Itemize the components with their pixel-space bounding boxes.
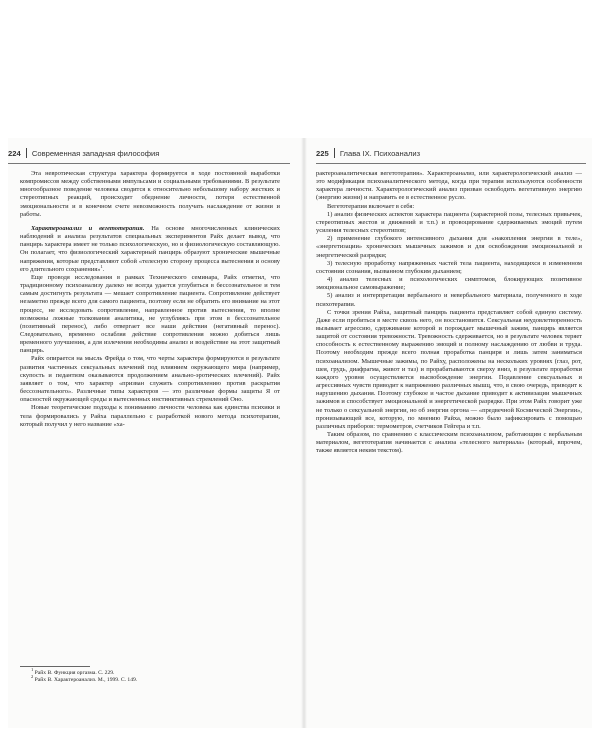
left-page	[8, 138, 290, 728]
paragraph: С точки зрения Райха, защитный панцирь пациента представляет собой единую систему. Даже если пробиться в месте сквозь него, он восстановится. Сексуальная неудовлетворенность вызывает агрессию, сдерживание которой и порождает мышечный зажим, панцирь является защитой от состояния тревожности. Тревожность сдерживается, но в результате человек теряет способность к естественному выражению эмоций и полному наслаждению от любви и труда. Поэтому необходим прежде всего полная проработка панциря и лишь затем заниматься психоанализом. Мышечные зажимы, по Райху, расположены на нескольких уровнях (глаз, рот, шея, грудь, диафрагма, живот и таз) и прорабатываются сверху вниз, в результате проработки каждого уровня осуществляется высвобождение энергии. Подавление сексуальных и агрессивных чувств приводит к напряжению различных мышц, что, в свою очередь, приводит к нарушению дыхания. Поэтому глубокое и частое дыхание приводит к активизации мышечных зажимов и способствует эмоциональной и энергетической разрядке. При этом Райх говорит уже не только о сексуальной энергии, но об энергии оргона — «предвечной Космической Энергии», пронизывающей все, которую, по мнению Райха, можно было зафиксировать с помощью различных приборов: термометров, счетчиков Гейгера и т.п.	[316, 308, 582, 430]
paragraph: Характероанализ и вегетотерапия. На основе многочисленных клинических наблюдений и анализа результатов специальных экспериментов Райх делает вывод, что панцирь характера имеет не только психологическую, но и физиологическую составляющую. Он полагает, что физиологический характерный панцирь образуют хронические мышечные напряжения, которые представляют собой «телесную сторону процесса вытеснения и основу его длительного сохранения»$^1$.	[20, 224, 280, 273]
header-rule	[316, 163, 586, 164]
header-separator	[334, 148, 335, 158]
list-item: 3) телесную проработку напряженных частей тела пациента, находящихся в измененном состоянии сознания, вызванном глубоким дыханием;	[316, 259, 582, 275]
page-number: 225	[316, 149, 329, 158]
right-page	[310, 138, 592, 728]
header-separator	[26, 148, 27, 158]
right-running-header	[316, 148, 420, 162]
left-body-text	[20, 170, 280, 429]
list-item: 5) анализ и интерпретации вербального и невербального материала, полученного в ходе психотерапии.	[316, 292, 582, 308]
book-spread	[8, 138, 592, 728]
running-head: Глава IX. Психоанализ	[339, 149, 421, 158]
footnotes	[20, 666, 280, 684]
footnote: $^2$ Райх В. Характероанализ. М., 1999. С. 149.	[31, 674, 138, 684]
section-heading: Характероанализ и вегетотерапия.	[31, 224, 145, 232]
right-body-text	[316, 170, 582, 455]
list-item: 1) анализ физических аспектов характера пациента (характерной позы, телесных привычек, стереотипных жестов и движений и т.п.) и провоцирование сдерживаемых эмоций путем усиления телесных стереотипов;	[316, 210, 582, 235]
header-rule	[8, 163, 290, 164]
paragraph: Эта невротическая структура характера формируется в ходе постоянной выработки компромиссов между собственными импульсами и социальными требованиями. В результате многообразное поведение человека сводится к относительно небольшому набору жестких и стереотипных реакций, происходит обеднение личности, потеря естественной эмоциональности и в конечном счете невозможность получать наслаждение от жизни и работы.	[20, 170, 280, 218]
list-item: 4) анализ телесных и психологических симптомов, блокирующих позитивное эмоциональное самовыражение;	[316, 276, 582, 292]
list-item: 2) применение глубокого интенсивного дыхания для «накопления энергии в теле», «энергетизации» хронических мышечных зажимов и для освобождения эмоциональной и энергетической разрядки;	[316, 235, 582, 259]
footnote: $^1$ Райх В. Функция оргазма. С. 229.	[31, 667, 115, 676]
left-running-header	[8, 148, 159, 162]
paragraph: Вегетотерапия включает в себя:	[327, 202, 415, 210]
paragraph: Таким образом, по сравнению с классическим психоанализом, работающим с вербальным материалом, вегетотерапия начинается с анализа «телесного материала» (который, впрочем, также является неким текстом).	[316, 431, 582, 455]
running-head: Современная западная философия	[31, 149, 160, 158]
paragraph: рактероаналитическая вегетотерапия». Характероанализ, или характерологический анализ — это модификация психоаналитического метода, когда при терапии используются особенности характера личности. Характерологический анализ призван освободить вегетативную энергию (энергию жизни) и направить ее в естественное русло.	[316, 170, 582, 202]
book-gutter	[301, 138, 307, 728]
paragraph: Еще проводя исследования в рамках Технического семинара, Райх отметил, что традиционному психоанализу далеко не всегда удается углубиться в бессознательное и тем самым достигнуть результата — мешает сопротивление пациента. Сопротивление действует незаметно прежде всего для самого пациента, поэтому если не обратить его внимание на этот процесс, не исследовать сопротивление, направленное против вытеснения, то вполне возможны ложные толкования аналитика, не углубляясь при этом в бессознательное (позитивный перенос), либо отвергает все наши действия (негативный перенос). Следовательно, временно ослабляя действие сопротивления можно добиться лишь временного улучшения, а для излечения необходимы анализ и воздействие на этот защитный панцирь.	[20, 273, 280, 355]
page-number: 224	[8, 149, 21, 158]
paragraph: Новые теоретические подходы к пониманию личности человека как единства психики и тела формировались у Райха параллельно с разработкой нового метода психотерапии, который получил у него название «ха-	[20, 404, 280, 428]
footnote-ref: 1	[100, 263, 103, 269]
paragraph: Райх опирается на мысль Фрейда о том, что черты характера формируются в результате развития частичных сексуальных влечений под влиянием окружающего мира (например, скупость и педантизм оказываются продолжением анально-эротических влечений). Райх заявляет о том, что характер «призван служить сопротивлению против раскрытия бессознательного». Различные типы характеров — это различные формы защиты Я от опасностей окружающей среды и вытесненных инстинктивных стремлений Оно.	[20, 355, 280, 404]
